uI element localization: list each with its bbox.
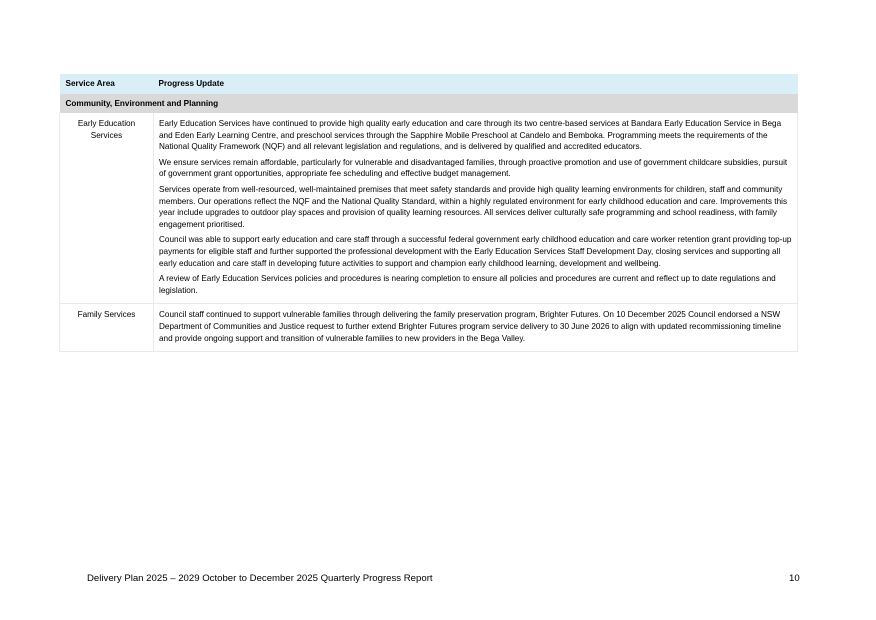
page-number: 10 <box>789 573 800 584</box>
paragraph: We ensure services remain affordable, particularly for vulnerable and disadvantaged families, through proactive promotion and use of government childcare subsidies, pursuit of government grant opportunities, appropriate fee scheduling and effective budget management. <box>159 157 788 179</box>
table-row <box>60 304 798 352</box>
service-area-cell: Family Services <box>60 304 154 352</box>
footer-title: Delivery Plan 2025 – 2029 October to December 2025 Quarterly Progress Report <box>87 573 433 584</box>
header-progress-update: Progress Update <box>154 74 798 94</box>
section-title: Community, Environment and Planning <box>60 94 798 113</box>
paragraph: Services operate from well-resourced, well-maintained premises that meet safety standards and provide high quality learning environments for children, staff and community members. Our operations reflect the NQF and the National Quality Standard, within a highly regulated environment for early childhood education and care. Improvements this year include upgrades to outdoor play spaces and provision of quality learning resources. All services deliver culturally safe programming and school readiness, with family engagement prioritised. <box>159 184 788 229</box>
paragraph: A review of Early Education Services policies and procedures is nearing completion to ensure all policies and procedures are current and reflect up to date regulations and legislation. <box>159 274 776 295</box>
section-row <box>60 94 798 113</box>
service-area-cell: Early Education Services <box>60 113 154 304</box>
paragraph: Early Education Services have continued to provide high quality early education and care through its two centre-based services at Bandara Early Education Service in Bega and Eden Early Learning Centre, and preschool services through the Sapphire Mobile Preschool at Candelo and Bemboka. Programming meets the requirements of the National Quality Framework (NQF) and all relevant legislation and regulations, and is delivered by qualified and accredited educators. <box>159 119 782 152</box>
progress-table <box>59 74 798 352</box>
header-service-area: Service Area <box>60 74 154 94</box>
paragraph: Council staff continued to support vulnerable families through delivering the family preservation program, Brighter Futures. On 10 December 2025 Council endorsed a NSW Department of Communities and Justice request to further extend Brighter Futures program service delivery to 30 June 2026 to align with updated recommissioning timeline and provide ongoing support and transition of vulnerable families to new providers in the Bega Valley. <box>159 310 782 343</box>
progress-update-cell <box>154 113 798 304</box>
table-header-row <box>60 74 798 94</box>
paragraph: Council was able to support early education and care staff through a successful federal government early childhood education and care worker retention grant providing top-up payments for eligible staff and further supported the professional development with the Early Education Services Staff Development Day, closing services and supporting all early education and care staff in developing future activities to support and champion early childhood learning, development and wellbeing. <box>159 235 792 268</box>
table-row <box>60 113 798 304</box>
progress-update-cell <box>154 304 798 352</box>
